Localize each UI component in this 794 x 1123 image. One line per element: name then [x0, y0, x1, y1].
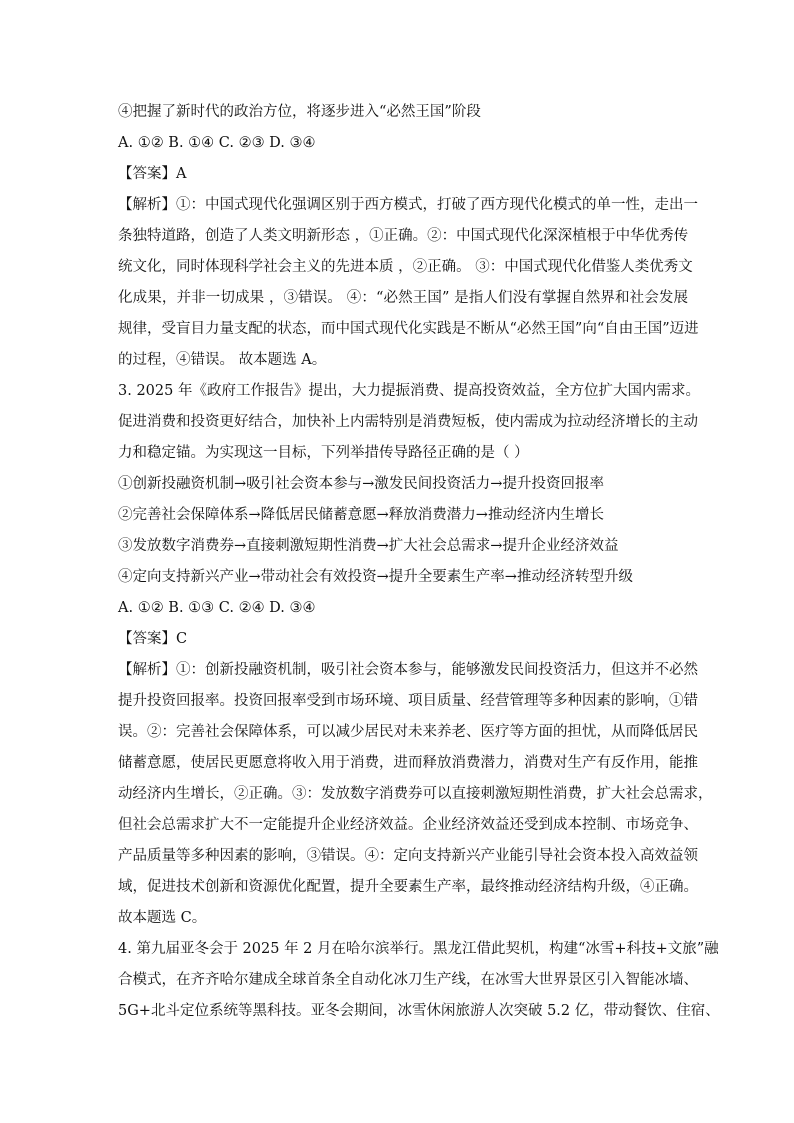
- question-line: 合模式，在齐齐哈尔建成全球首条全自动化冰刀生产线，在冰雪大世界景区引入智能冰墙、: [118, 972, 698, 988]
- analysis-line: 的过程，④错误。 故本题选 A。: [118, 352, 327, 368]
- question-line: 3. 2025 年《政府工作报告》提出，大力提振消费、提高投资效益，全方位扩大国内需求。: [118, 383, 700, 399]
- answer-options: A. ①② B. ①③ C. ②④ D. ③④: [118, 600, 316, 616]
- choice-item: ①创新投融资机制→吸引社会资本参与→激发民间投资活力→提升投资回报率: [118, 476, 604, 492]
- choice-item: ④定向支持新兴产业→带动社会有效投资→提升全要素生产率→推动经济转型升级: [118, 569, 633, 585]
- analysis-line: 统文化，同时体现科学社会主义的先进本质 ，②正确。 ③：中国式现代化借鉴人类优秀文: [118, 259, 693, 275]
- analysis-line: 化成果，并非一切成果 ，③错误。 ④：“必然王国” 是指人们没有掌握自然界和社会发展: [118, 290, 688, 306]
- analysis-line: 故本题选 C。: [118, 910, 207, 926]
- analysis-line: 提升投资回报率。投资回报率受到市场环境、项目质量、经营管理等多种因素的影响，①错: [118, 693, 698, 709]
- answer-label: 【答案】A: [118, 166, 187, 182]
- analysis-line: 储蓄意愿，使居民更愿意将收入用于消费，进而释放消费潜力，消费对生产有反作用，能推: [118, 755, 698, 771]
- analysis-line: 【解析】①：中国式现代化强调区别于西方模式，打破了西方现代化模式的单一性，走出一: [118, 197, 698, 213]
- analysis-line: 【解析】①：创新投融资机制，吸引社会资本参与，能够激发民间投资活力，但这并不必然: [118, 662, 698, 678]
- question-line: 4. 第九届亚冬会于 2025 年 2 月在哈尔滨举行。黑龙江借此契机，构建“冰雪+科技+文旅”融: [118, 941, 719, 957]
- choice-item: ②完善社会保障体系→降低居民储蓄意愿→释放消费潜力→推动经济内生增长: [118, 507, 604, 523]
- analysis-line: 条独特道路，创造了人类文明新形态 ，①正确。②：中国式现代化深深植根于中华优秀传: [118, 228, 689, 244]
- answer-options: A. ①② B. ①④ C. ②③ D. ③④: [118, 135, 316, 151]
- analysis-line: 产品质量等多种因素的影响，③错误。④：定向支持新兴产业能引导社会资本投入高效益领: [118, 848, 698, 864]
- analysis-line: 动经济内生增长，②正确。③：发放数字消费券可以直接刺激短期性消费，扩大社会总需求，: [118, 786, 713, 802]
- analysis-line: 但社会总需求扩大不一定能提升企业经济效益。企业经济效益还受到成本控制、市场竞争、: [118, 817, 698, 833]
- analysis-line: 域，促进技术创新和资源优化配置，提升全要素生产率，最终推动经济结构升级，④正确。: [118, 879, 698, 895]
- text-line: ④把握了新时代的政治方位，将逐步进入“必然王国”阶段: [118, 104, 481, 120]
- choice-item: ③发放数字消费券→直接刺激短期性消费→扩大社会总需求→提升企业经济效益: [118, 538, 619, 554]
- question-line: 力和稳定锚。为实现这一目标，下列举措传导路径正确的是（ ）: [118, 445, 529, 461]
- question-line: 5G+北斗定位系统等黑科技。亚冬会期间，冰雪休闲旅游人次突破 5.2 亿，带动餐饮、住宿、: [118, 1003, 720, 1019]
- answer-label: 【答案】C: [118, 631, 188, 647]
- question-line: 促进消费和投资更好结合，加快补上内需特别是消费短板，使内需成为拉动经济增长的主动: [118, 414, 698, 430]
- analysis-line: 规律，受盲目力量支配的状态，而中国式现代化实践是不断从“必然王国”向“自由王国”迈进: [118, 321, 699, 337]
- analysis-line: 误。②：完善社会保障体系，可以减少居民对未来养老、医疗等方面的担忧，从而降低居民: [118, 724, 698, 740]
